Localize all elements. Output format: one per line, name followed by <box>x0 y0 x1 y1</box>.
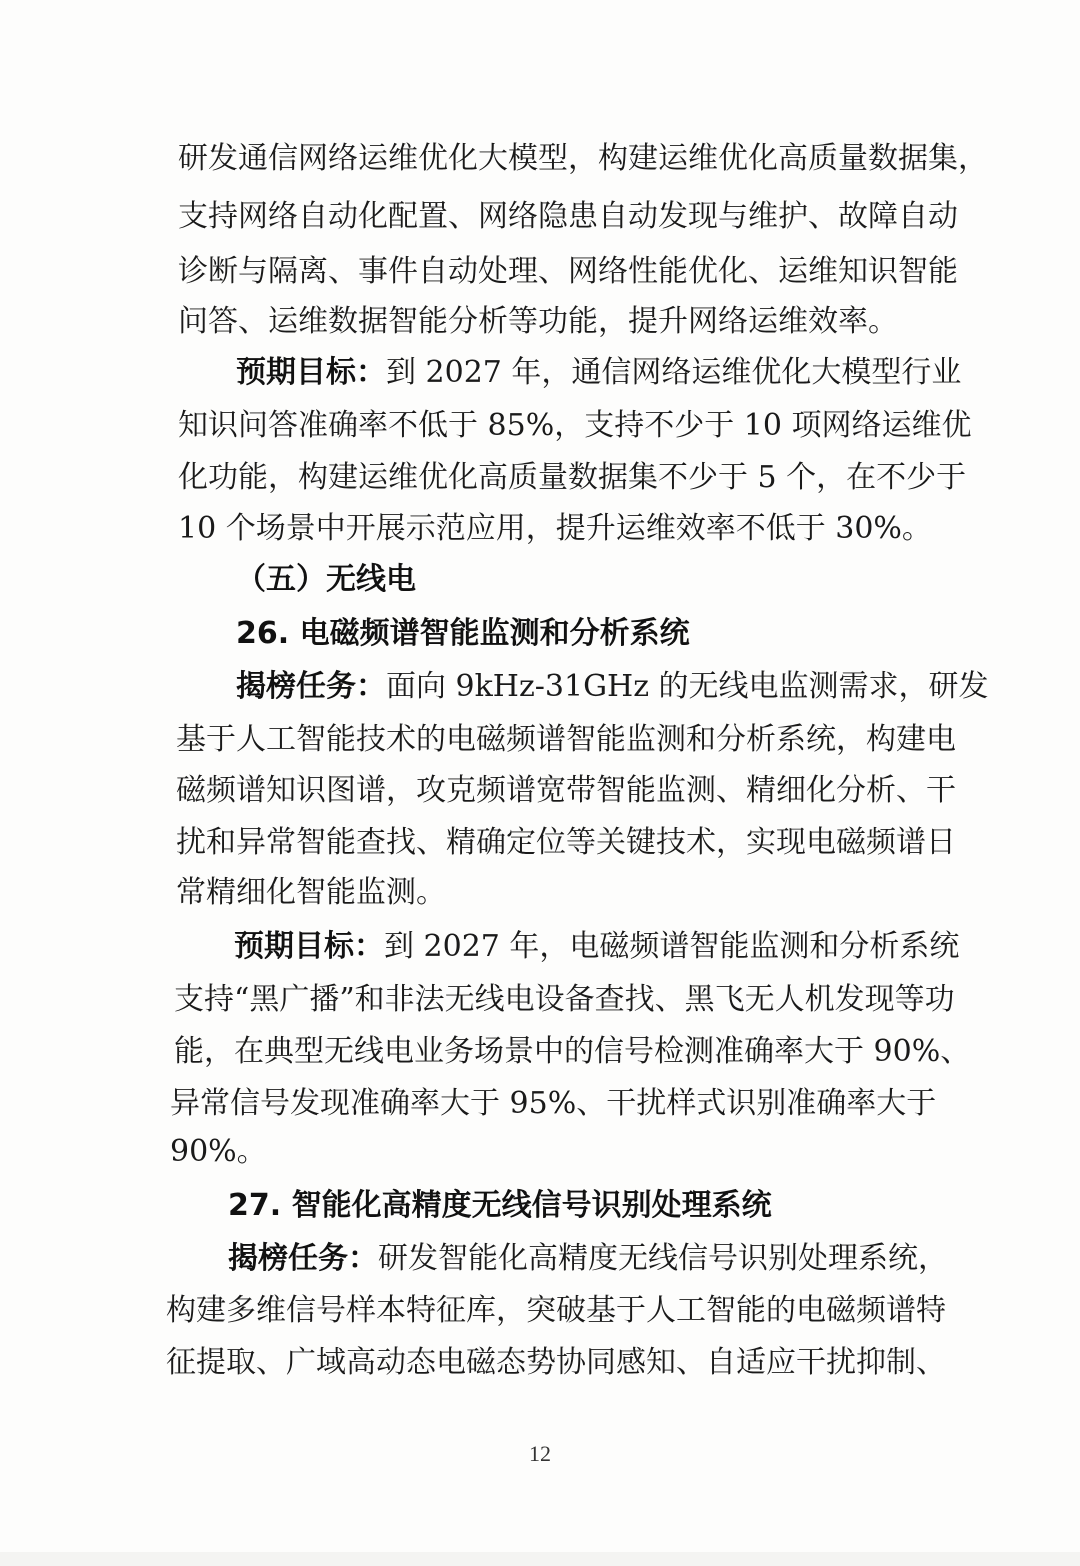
item-heading: 27. 智能化高精度无线信号识别处理系统 <box>228 1188 772 1223</box>
label-text: 到 2027 年，通信网络运维优化大模型行业 <box>386 355 962 390</box>
text-line: 征提取、广域高动态电磁态势协同感知、自适应干扰抑制、 <box>166 1345 946 1380</box>
text-line: 问答、运维数据智能分析等功能，提升网络运维效率。 <box>178 304 898 339</box>
text-line: 化功能，构建运维优化高质量数据集不少于 5 个，在不少于 <box>178 460 967 495</box>
text-line: 10 个场景中开展示范应用，提升运维效率不低于 30%。 <box>178 511 932 546</box>
text-line <box>236 353 961 393</box>
bold-label: 揭榜任务： <box>236 669 386 704</box>
section-heading: （五）无线电 <box>236 562 416 597</box>
text-line: 支持“黑广播”和非法无线电设备查找、黑飞无人机发现等功 <box>174 982 955 1017</box>
text-line: 磁频谱知识图谱，攻克频谱宽带智能监测、精细化分析、干 <box>176 773 956 808</box>
text-line: 基于人工智能技术的电磁频谱智能监测和分析系统，构建电 <box>176 722 956 757</box>
text-line: 支持网络自动化配置、网络隐患自动发现与维护、故障自动 <box>178 199 958 234</box>
text-line: 常精细化智能监测。 <box>176 875 446 910</box>
bold-label: 预期目标： <box>234 929 384 964</box>
text-line <box>236 667 989 707</box>
text-line: 构建多维信号样本特征库，突破基于人工智能的电磁频谱特 <box>166 1293 946 1328</box>
label-text: 到 2027 年，电磁频谱智能监测和分析系统 <box>384 929 960 964</box>
text-line: 扰和异常智能查找、精确定位等关键技术，实现电磁频谱日 <box>176 825 956 860</box>
text-line: 研发通信网络运维优化大模型，构建运维优化高质量数据集， <box>178 141 988 176</box>
bold-label: 预期目标： <box>236 355 386 390</box>
text-line: 知识问答准确率不低于 85%，支持不少于 10 项网络运维优 <box>178 408 972 443</box>
text-line: 诊断与隔离、事件自动处理、网络性能优化、运维知识智能 <box>178 254 958 289</box>
label-text: 面向 9kHz-31GHz 的无线电监测需求，研发 <box>386 669 989 704</box>
page-edge <box>0 1552 1080 1566</box>
text-line: 能，在典型无线电业务场景中的信号检测准确率大于 90%、 <box>174 1034 971 1069</box>
label-text: 研发智能化高精度无线信号识别处理系统， <box>378 1241 948 1276</box>
text-line <box>228 1239 948 1279</box>
text-line: 90%。 <box>170 1134 267 1169</box>
page-number: 12 <box>529 1441 551 1466</box>
text-line <box>234 927 959 967</box>
bold-label: 揭榜任务： <box>228 1241 378 1276</box>
text-line: 异常信号发现准确率大于 95%、干扰样式识别准确率大于 <box>170 1086 937 1121</box>
item-heading: 26. 电磁频谱智能监测和分析系统 <box>236 616 690 651</box>
